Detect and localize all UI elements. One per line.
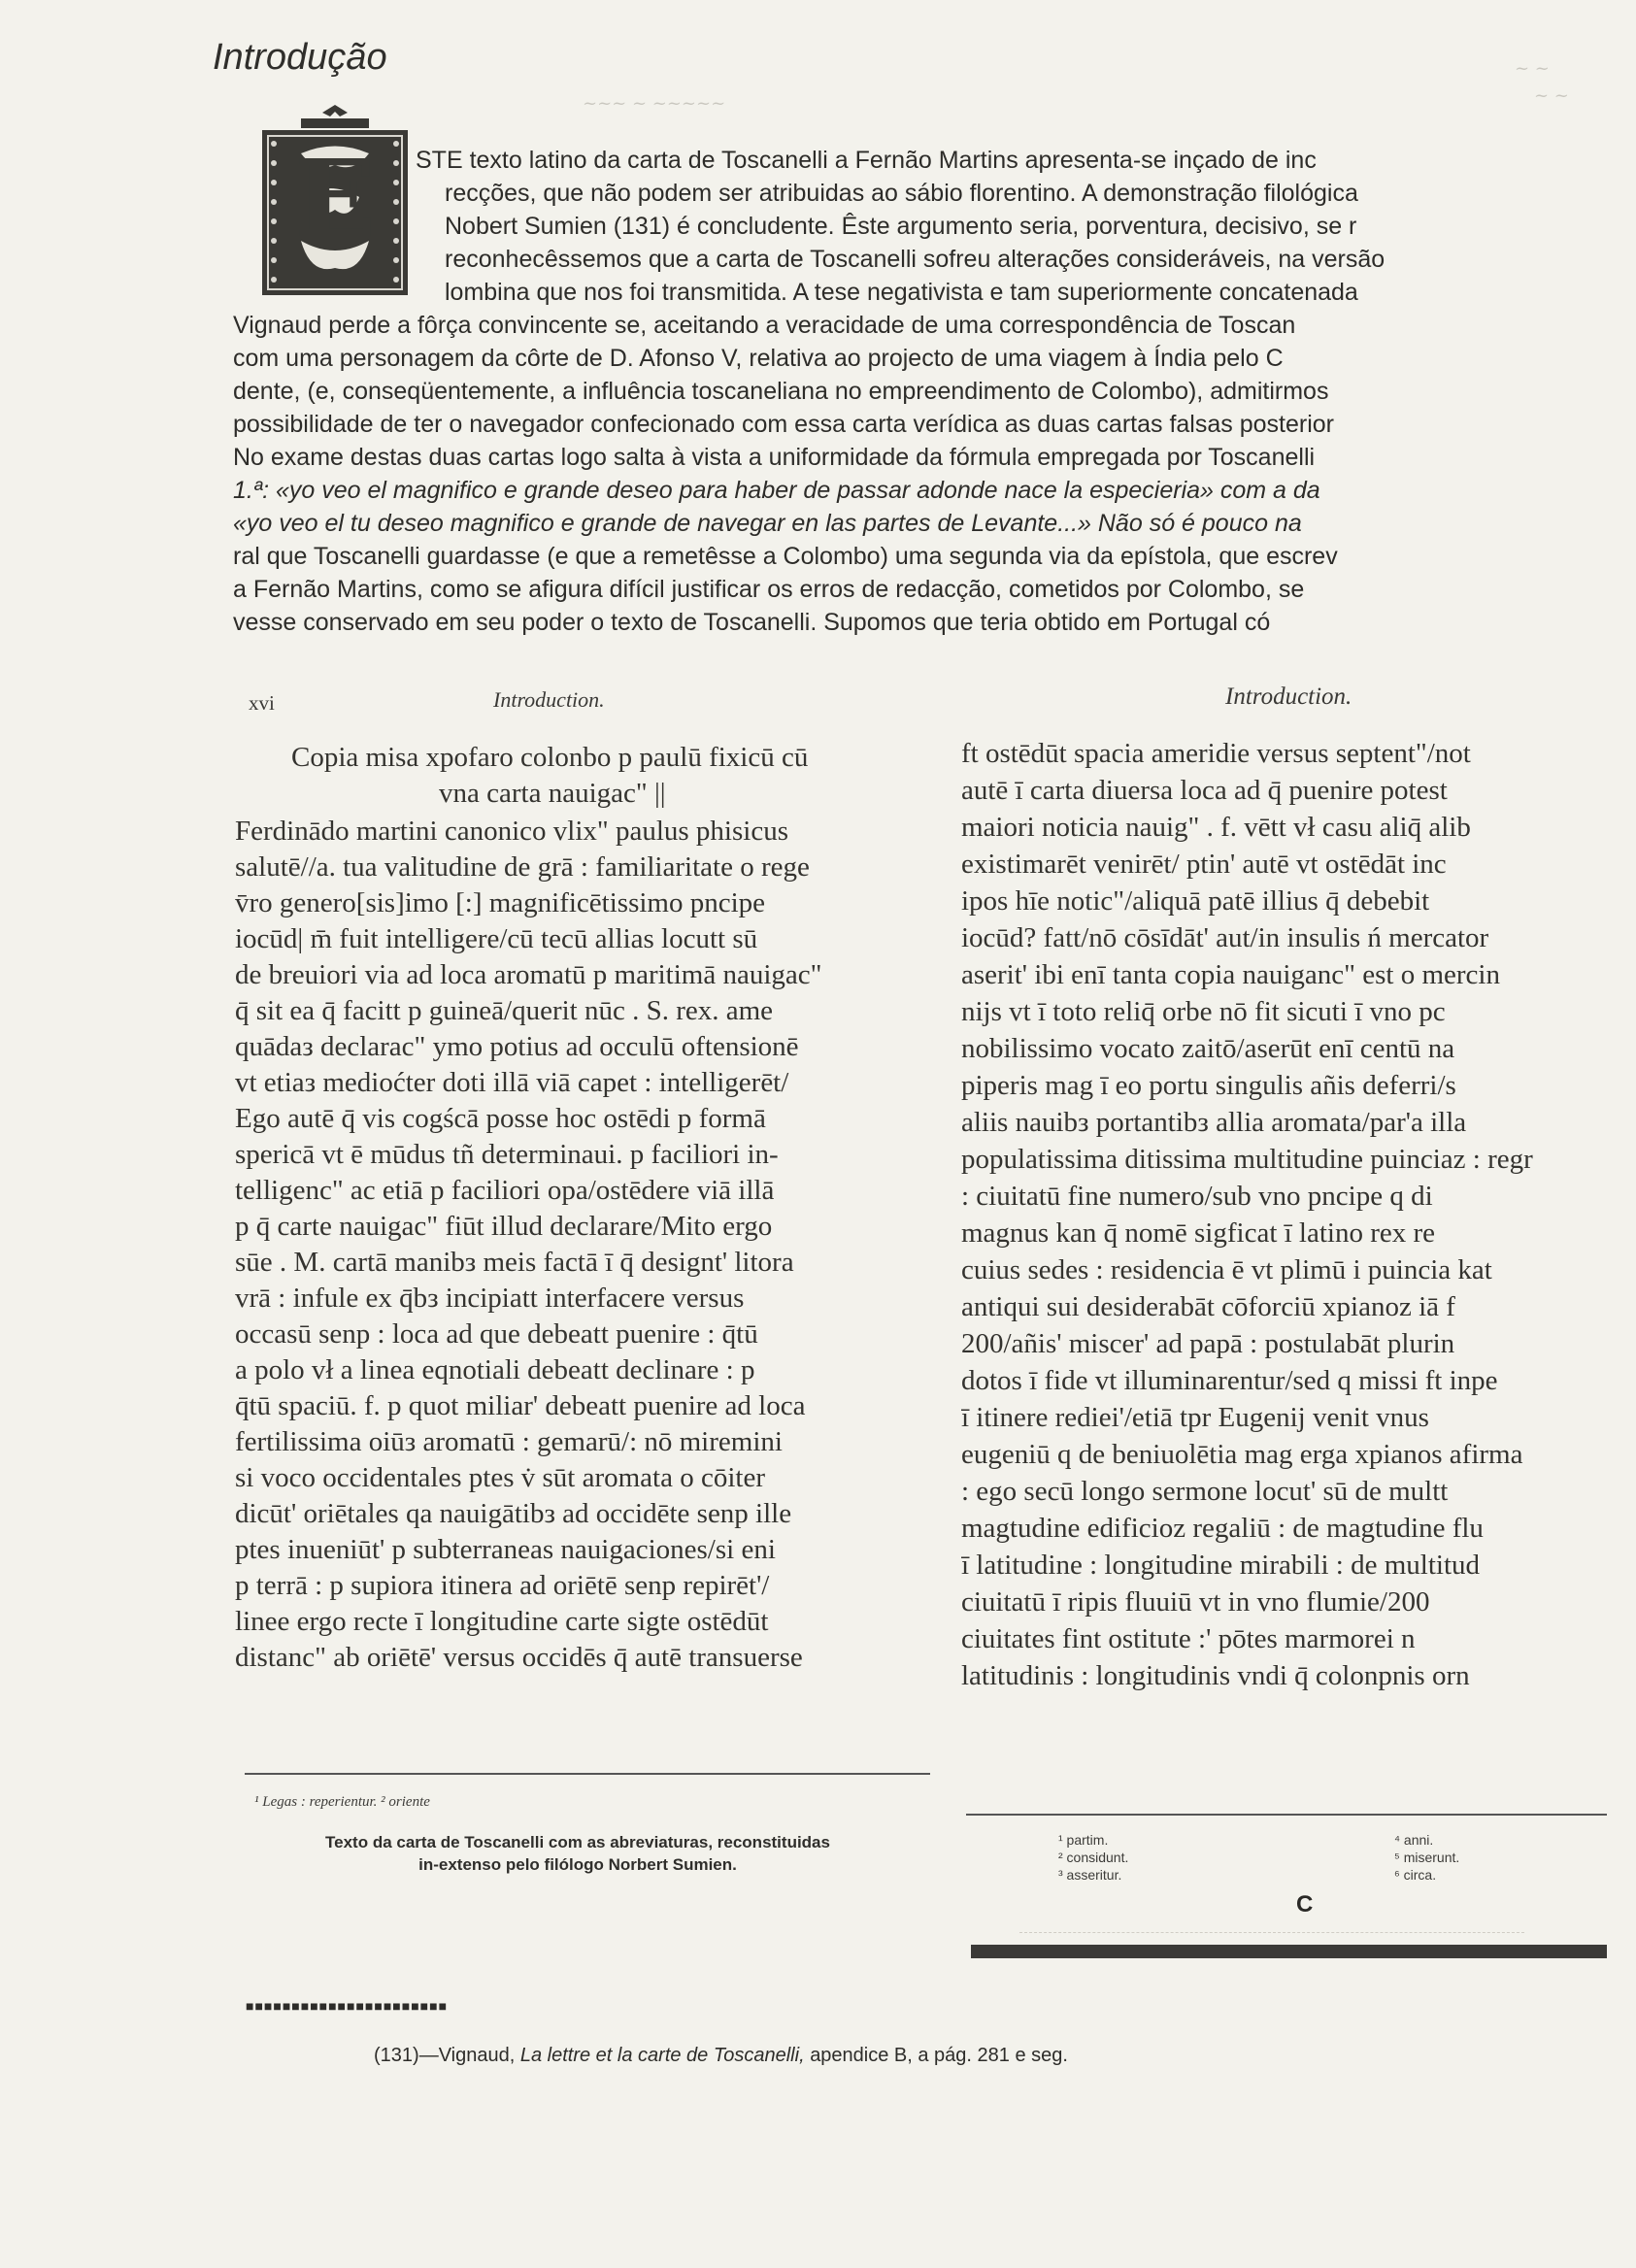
facsimile-line: sūe . M. cartā manibз meis factā ī q̄ designt' litora [235, 1247, 794, 1278]
facsimile-line: ciuitates fint ostitute :' pōtes marmorei n [961, 1623, 1416, 1654]
intro-line: dente, (e, conseqüentemente, a influência toscaneliana no empreendimento de Colombo), admitirmos [233, 378, 1329, 405]
footnote-131 [374, 2045, 1068, 2067]
facsimile-line: dotos ī fide vt illuminarentur/sed q missi ft inpe [961, 1365, 1498, 1396]
facsimile-line: aserit' ibi enī tanta copia nauiganc" est o mercin [961, 959, 1500, 990]
footnote-item: ² considunt. [1058, 1850, 1129, 1865]
facsimile-line: vna carta nauigac" || [439, 778, 666, 809]
intro-line: STE texto latino da carta de Toscanelli a Fernão Martins apresenta-se inçado de inc [416, 147, 1317, 174]
pencil-marks: ~~~ ~ ~~~~~ [583, 93, 726, 114]
facsimile-line: ciuitatū ī ripis fluuiū vt in vno flumie/200 [961, 1586, 1430, 1618]
footnote-item: ⁵ miserunt. [1394, 1850, 1460, 1865]
footnote-rule [245, 1773, 930, 1775]
decorative-dash-row: ■■■■■■■■■■■■■■■■■■■■■■ [246, 1998, 449, 2014]
facsimile-line: nobilissimo vocato zaitō/aserūt enī centū na [961, 1033, 1455, 1064]
facsimile-line: Copia misa xpofaro colonbo p paulū fixicū cū [291, 742, 809, 773]
intro-line: 1.ª: «yo veo el magnifico e grande deseo para haber de passar adonde nace la especieria» com a da [233, 477, 1320, 504]
intro-line: vesse conservado em seu poder o texto de Toscanelli. Supomos que teria obtido em Portugal có [233, 609, 1271, 636]
facsimile-page-number: xvi [249, 691, 275, 715]
footnote-rule [966, 1814, 1607, 1816]
facsimile-line: ptes inueniūt' p subterraneas nauigaciones/si eni [235, 1534, 776, 1565]
footnote-item: ⁶ circa. [1394, 1867, 1437, 1883]
facsimile-line: latitudinis : longitudinis vndi q̄ colonpnis orn [961, 1660, 1470, 1691]
facsimile-line: magtudine edificioz regaliū : de magtudine flu [961, 1513, 1484, 1544]
facsimile-line: ft ostēdūt spacia ameridie versus septent"/not [961, 738, 1471, 769]
facsimile-line: Ferdinādo martini canonico vlix" paulus phisicus [235, 816, 788, 847]
pencil-marks: ~ ~ [1515, 58, 1550, 79]
pencil-marks [699, 2087, 1573, 2262]
facsimile-line: antiqui sui desiderabāt cōforciū xpianoz iā f [961, 1291, 1455, 1322]
footnote-item: ³ asseritur. [1058, 1867, 1122, 1883]
footnote-item: ⁴ anni. [1394, 1832, 1434, 1848]
facsimile-line: p terrā : p supiora itinera ad oriētē senp repirēt'/ [235, 1570, 770, 1601]
facsimile-line: : ciuitatū fine numero/sub vno pncipe q di [961, 1181, 1433, 1212]
facsimile-line: Ego autē q̄ vis cogścā posse hoc ostēdi p formā [235, 1103, 766, 1134]
facsimile-line: ī latitudine : longitudine mirabili : de multitud [961, 1550, 1481, 1581]
facsimile-line: si voco occidentales ptes v̇ sūt aromata o cōiter [235, 1462, 765, 1493]
facsimile-line: salutē//a. tua valitudine de grā : familiaritate o rege [235, 851, 810, 883]
facsimile-line: ipos hīe notic"/aliquā patē illius q̄ debebit [961, 885, 1430, 917]
facsimile-line: ī itinere rediei'/etiā tpr Eugenij venit vnus [961, 1402, 1429, 1433]
footnote-title: La lettre et la carte de Toscanelli, [519, 2045, 805, 2066]
intro-line: possibilidade de ter o navegador confecionado com essa carta verídica as duas cartas falsas posterior [233, 411, 1334, 438]
page-title: Introdução [213, 37, 387, 78]
intro-line: Vignaud perde a fôrça convincente se, aceitando a veracidade de uma correspondência de Toscan [233, 312, 1296, 339]
signature-mark: C [1296, 1891, 1314, 1918]
pencil-marks [1019, 1932, 1524, 1933]
intro-line: recções, que não podem ser atribuidas ao sábio florentino. A demonstração filológica [445, 180, 1358, 207]
facsimile-line: occasū senp : loca ad que debeatt puenire : q̄tū [235, 1318, 758, 1350]
facsimile-line: v̄ro genero[sis]imo [:] magnificētissimo pncipe [235, 887, 766, 918]
facsimile-line: de breuiori via ad loca aromatū p maritimā nauigac" [235, 959, 822, 990]
facsimile-line: populatissima ditissima multitudine puinciaz : regr [961, 1144, 1533, 1175]
footnote-item: ¹ partim. [1058, 1832, 1109, 1848]
intro-line: Nobert Sumien (131) é concludente. Êste argumento seria, porventura, decisivo, se r [445, 213, 1357, 240]
facsimile-line: aliis nauibз portantibз allia aromata/par'a illa [961, 1107, 1467, 1138]
facsimile-line: nijs vt ī toto reliq̄ orbe nō fit sicuti ī vno pc [961, 996, 1446, 1027]
intro-line: No exame destas duas cartas logo salta à vista a uniformidade da fórmula empregada por Toscanelli [233, 444, 1316, 471]
facsimile-line: iocūd| m̄ fuit intelligere/cū tecū allias locutt sū [235, 923, 758, 954]
facsimile-line: magnus kan q̄ nomē sigficat ī latino rex re [961, 1217, 1436, 1249]
facsimile-line: : ego secū longo sermone locut' sū de multt [961, 1476, 1449, 1507]
facsimile-line: cuius sedes : residencia ē vt plimū i puincia kat [961, 1254, 1492, 1285]
intro-line: a Fernão Martins, como se afigura difícil justificar os erros de redacção, cometidos por Colombo, se [233, 576, 1305, 603]
facsimile-line: fertilissima oiūз aromatū : gemarū/: nō miremini [235, 1426, 783, 1457]
facsimile-line: linee ergo recte ī longitudine carte sigte ostēdūt [235, 1606, 769, 1637]
caption-line: in-extenso pelo filólogo Norbert Sumien. [418, 1855, 737, 1874]
figure-caption [218, 1831, 937, 1876]
facsimile-line: maiori noticia nauig" . f. vētt vł casu aliq̄ alib [961, 812, 1471, 843]
facsimile-line: iocūd? fatt/nō cōsīdāt' aut/in insulis ń mercator [961, 922, 1489, 953]
footnote-text: apendice B, a pág. 281 e seg. [810, 2045, 1068, 2066]
facsimile-line: distanc" ab oriētē' versus occidēs q̄ autē transuerse [235, 1642, 803, 1673]
facsimile-line: vrā : infule ex q̄bз incipiatt interfacere versus [235, 1283, 745, 1314]
facsimile-line: spericā vt ē mūdus tñ determinaui. p faciliori in- [235, 1139, 779, 1170]
svg-text:E: E [294, 136, 376, 261]
facsimile-footnotes-right-col1 [1058, 1831, 1128, 1884]
footnote-ref: (131)—Vignaud, [374, 2045, 516, 2066]
facsimile-line: a polo vł a linea eqnotiali debeatt declinare : p [235, 1354, 755, 1385]
facsimile-line: piperis mag ī eo portu singulis añis deferri/s [961, 1070, 1456, 1101]
intro-line: lombina que nos foi transmitida. A tese negativista e tam superiormente concatenada [445, 279, 1358, 306]
facsimile-line: quādaз declarac" ymo potius ad occulū oftensionē [235, 1031, 799, 1062]
pencil-marks: ~ ~ [1534, 85, 1569, 106]
intro-line: ral que Toscanelli guardasse (e que a remetêsse a Colombo) uma segunda via da epístola, que escrev [233, 543, 1338, 570]
facsimile-line: autē ī carta diuersa loca ad q̄ puenire potest [961, 775, 1448, 806]
facsimile-line: vt etiaз medioćter doti illā viā capet : intelligerēt/ [235, 1067, 789, 1098]
facsimile-line: q̄tū spaciū. f. p quot miliar' debeatt puenire ad loca [235, 1390, 806, 1421]
facsimile-line: eugeniū q de beniuolētia mag erga xpianos afirma [961, 1439, 1523, 1470]
facsimile-footnotes-right-col2 [1394, 1831, 1459, 1884]
facsimile-line: existimarēt venirēt/ ptin' autē vt ostēdāt inc [961, 849, 1447, 880]
facsimile-line: p q̄ carte nauigac" fiūt illud declarare/Mito ergo [235, 1211, 773, 1242]
facsimile-running-head-right: Introduction. [1225, 684, 1352, 710]
facsimile-line: telligenc" ac etiā p faciliori opa/ostēdere viā illā [235, 1175, 775, 1206]
caption-line: Texto da carta de Toscanelli com as abreviaturas, reconstituidas [325, 1833, 830, 1851]
intro-line: com uma personagem da côrte de D. Afonso V, relativa ao projecto de uma viagem à Índia pelo C [233, 345, 1284, 372]
facsimile-line: dicūt' oriētales qa nauigātibз ad occidēte senp ille [235, 1498, 792, 1529]
decorative-bar [971, 1945, 1607, 1958]
intro-line: reconhecêssemos que a carta de Toscanelli sofreu alterações consideráveis, na versão [445, 246, 1386, 273]
decorated-initial [262, 105, 408, 295]
facsimile-footnotes-left: ¹ Legas : reperientur. ² oriente [254, 1794, 430, 1810]
facsimile-line: q̄ sit ea q̄ facitt p guineā/querit nūc . S. rex. ame [235, 995, 774, 1026]
facsimile-running-head-left: Introduction. [493, 687, 605, 712]
intro-line: «yo veo el tu deseo magnifico e grande de navegar en las partes de Levante...» Não só é pouco na [233, 510, 1302, 537]
facsimile-line: 200/añis' miscer' ad papā : postulabāt plurin [961, 1328, 1455, 1359]
